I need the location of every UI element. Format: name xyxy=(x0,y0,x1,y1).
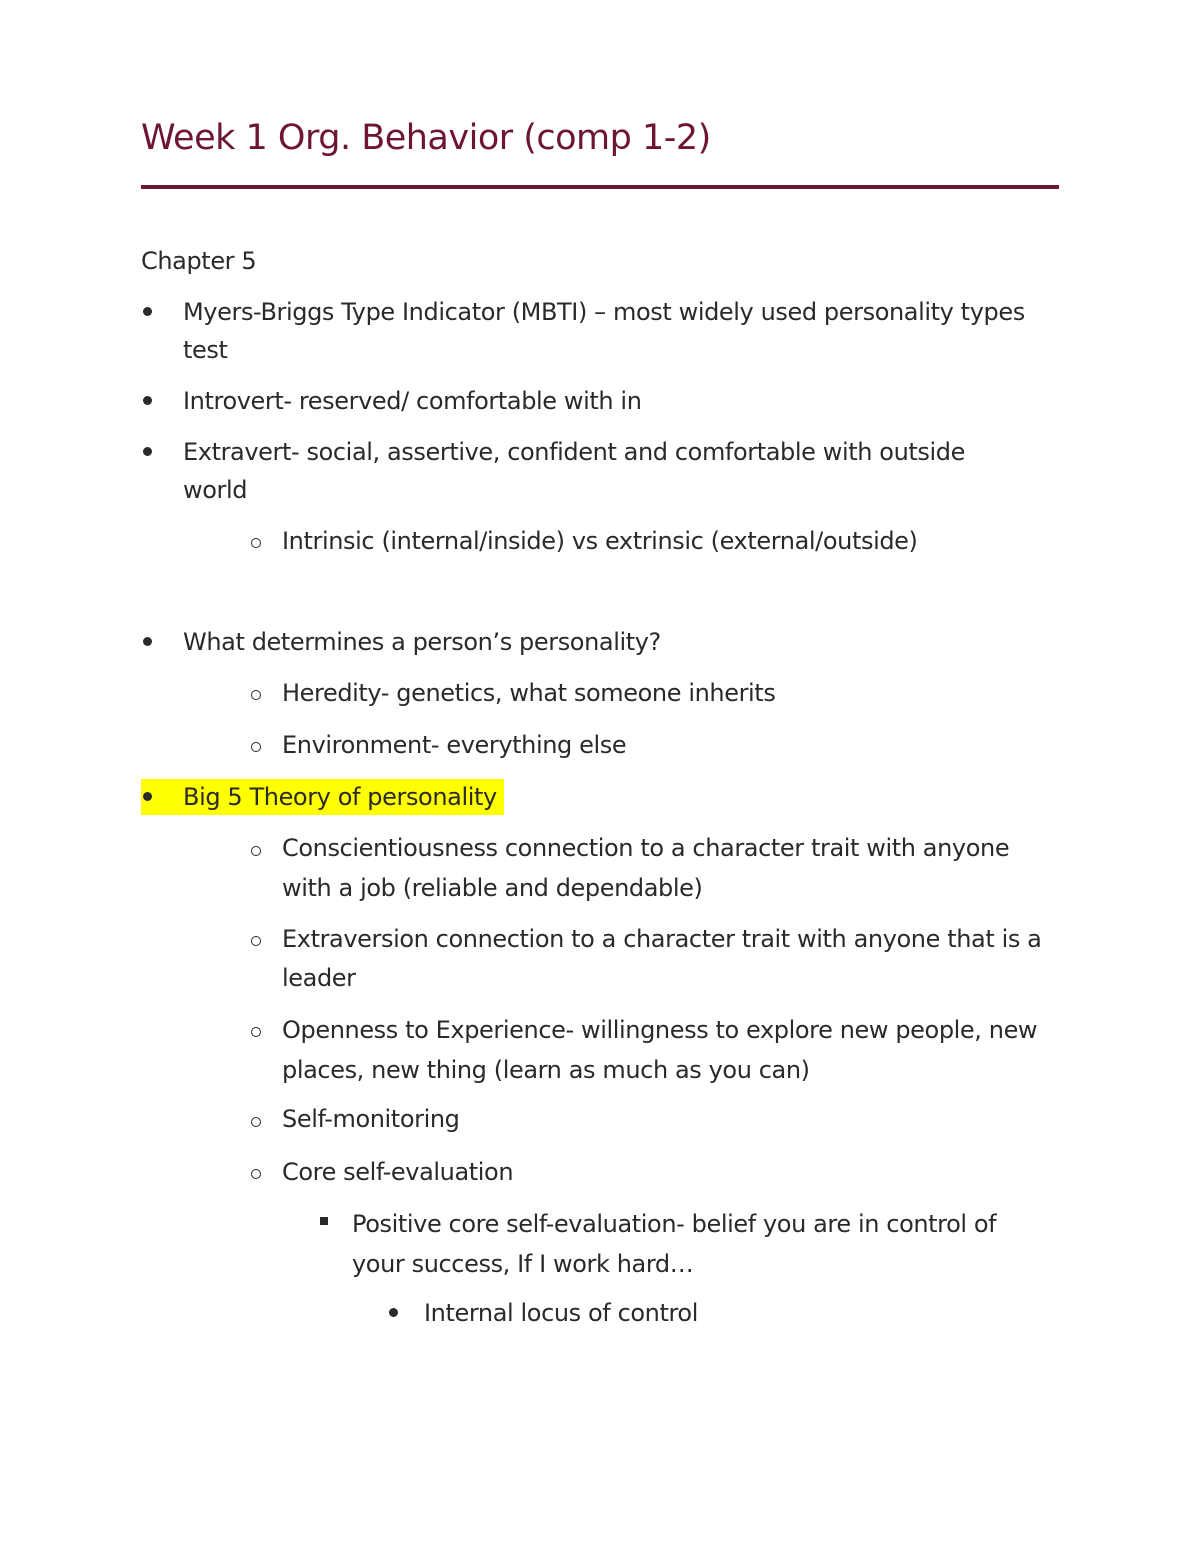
list-item-text: Core self-evaluation xyxy=(282,1158,514,1186)
bullet-circle-icon xyxy=(251,1169,261,1179)
list-item-text: Conscientiousness connection to a character trait with anyone xyxy=(282,834,1010,862)
bullet-circle-icon xyxy=(251,538,261,548)
list-item-text: Extravert- social, assertive, confident and comfortable with outside xyxy=(183,438,965,466)
list-item-text: Self-monitoring xyxy=(282,1105,460,1133)
list-item-text: What determines a person’s personality? xyxy=(183,628,661,656)
list-item-text: test xyxy=(183,336,228,364)
bullet-circle-icon xyxy=(251,1027,261,1037)
highlighted-list-item-text: Big 5 Theory of personality xyxy=(183,783,497,811)
bullet-circle-icon xyxy=(251,936,261,946)
bullet-dot-icon xyxy=(141,394,154,407)
list-item-text: your success, If I work hard… xyxy=(352,1250,694,1278)
list-item-text: Intrinsic (internal/inside) vs extrinsic (external/outside) xyxy=(282,527,918,555)
list-item-text: Myers-Briggs Type Indicator (MBTI) – most widely used personality types xyxy=(183,298,1025,326)
bullet-dot-icon xyxy=(141,445,154,458)
list-item-text: Heredity- genetics, what someone inherits xyxy=(282,679,776,707)
list-item-text: with a job (reliable and dependable) xyxy=(282,874,703,902)
list-item-text: leader xyxy=(282,964,356,992)
bullet-dot-icon xyxy=(141,305,154,318)
bullet-dot-icon xyxy=(387,1306,400,1319)
list-item-text: places, new thing (learn as much as you can) xyxy=(282,1056,810,1084)
bullet-circle-icon xyxy=(251,846,261,856)
bullet-circle-icon xyxy=(251,1117,261,1127)
list-item-text: Positive core self-evaluation- belief you are in control of xyxy=(352,1210,997,1238)
list-item-text: Internal locus of control xyxy=(424,1299,698,1327)
chapter-heading: Chapter 5 xyxy=(141,247,257,275)
list-item-text: Introvert- reserved/ comfortable with in xyxy=(183,387,642,415)
list-item-text: Extraversion connection to a character trait with anyone that is a xyxy=(282,925,1042,953)
bullet-circle-icon xyxy=(251,742,261,752)
title-underline xyxy=(141,185,1059,189)
document-title: Week 1 Org. Behavior (comp 1-2) xyxy=(141,118,711,158)
bullet-circle-icon xyxy=(251,690,261,700)
bullet-dot-icon xyxy=(141,635,154,648)
bullet-square-icon xyxy=(320,1217,328,1225)
list-item-text: Environment- everything else xyxy=(282,731,627,759)
list-item-text: Openness to Experience- willingness to explore new people, new xyxy=(282,1016,1038,1044)
list-item-text: world xyxy=(183,476,248,504)
